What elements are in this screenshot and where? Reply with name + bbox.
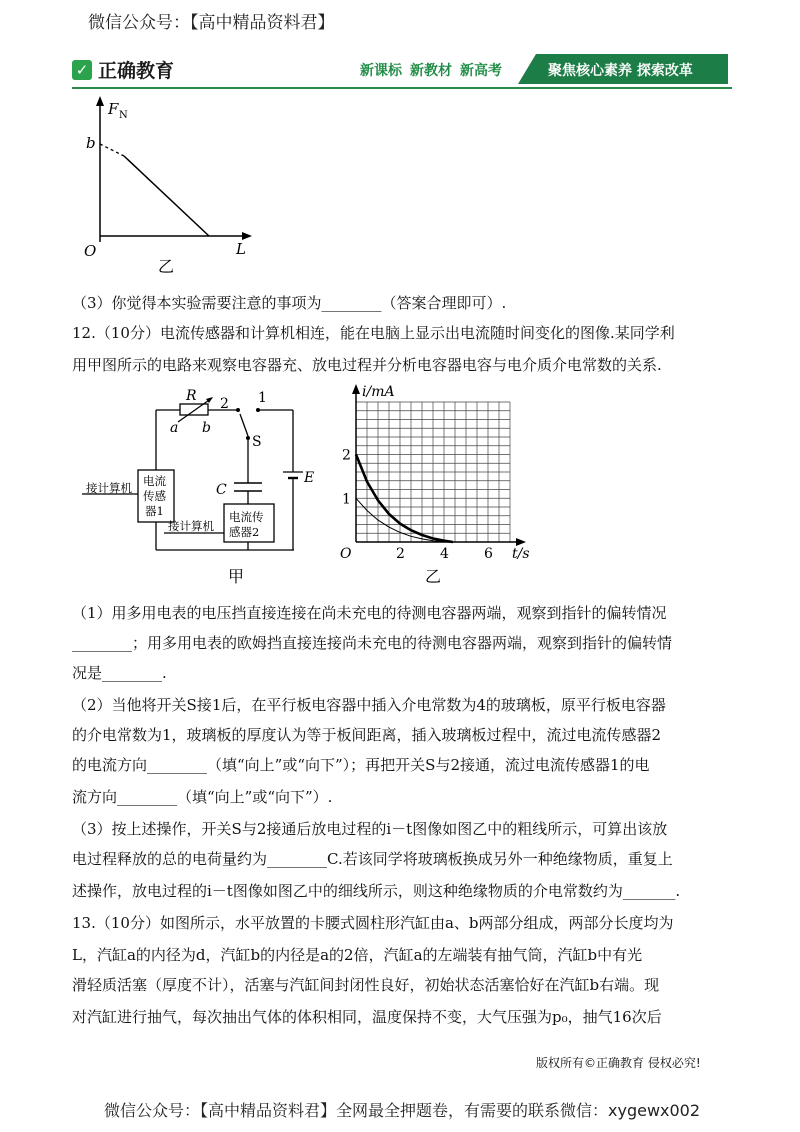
copyright-notice: 版权所有©正确教育 侵权必究! — [536, 1056, 701, 1070]
q13-line2: L，汽缸a的内径为d，汽缸b的内径是a的2倍，汽缸a的左端装有抽气筒，汽缸b中有光 — [72, 946, 643, 964]
header-divider — [72, 87, 732, 89]
q12-p2-line1: （2）当他将开关S接1后，在平行板电容器中插入介电常数为4的玻璃板，原平行板电容器 — [72, 696, 666, 714]
label-a: a — [170, 420, 179, 436]
tag-item: 新教材 — [410, 63, 452, 79]
label-R: R — [186, 388, 197, 404]
label-C: C — [216, 482, 227, 498]
x-tick-label: 6 — [484, 546, 493, 562]
q12-p1-line2: ________；用多用电表的欧姆挡直接连接尚未充电的待测电容器两端，观察到指针的偏转情 — [72, 634, 673, 652]
q12-p3-line1: （3）按上述操作，开关S与2接通后放电过程的i－t图像如图乙中的粗线所示，可算出该放 — [72, 820, 668, 838]
tag-item: 新课标 — [360, 63, 402, 79]
b-label: b — [86, 134, 96, 152]
sensor2-text-1: 电流传 — [229, 510, 264, 524]
y-label-sub: N — [119, 110, 128, 121]
q12-p2-line2: 的介电常数为1，玻璃板的厚度认为等于板间距离，插入玻璃板过程中，流过电流传感器2 — [72, 726, 662, 744]
fn-l-graph — [72, 92, 272, 282]
dashed-segment — [100, 144, 124, 156]
y-label: F — [108, 100, 119, 118]
x-label: L — [236, 240, 246, 258]
y-arrow-icon — [352, 384, 360, 394]
fn-line — [124, 156, 209, 236]
bottom-watermark: 微信公众号：【高中精品资料君】全网最全押题卷，有需要的联系微信：xygewx002 — [104, 1101, 701, 1120]
chart-caption: 乙 — [425, 567, 442, 586]
origin-label: O — [340, 546, 352, 562]
it-chart — [330, 380, 560, 590]
switch-blade — [240, 414, 248, 436]
label-b: b — [202, 420, 211, 436]
q13-line3: 滑轻质活塞（厚度不计），活塞与汽缸间封闭性良好，初始状态活塞恰好在汽缸b右端。现 — [72, 976, 660, 994]
x-tick-label: 4 — [440, 546, 449, 562]
q13-line1: 13.（10分）如图所示，水平放置的卡腰式圆柱形汽缸由a、b两部分组成，两部分长度均为 — [72, 914, 674, 932]
sensor1-text-2: 传感 — [143, 489, 166, 503]
q11-part3: （3）你觉得本实验需要注意的事项为________（答案合理即可）. — [72, 294, 507, 312]
brand-name: 正确教育 — [98, 60, 175, 82]
series-line-thin — [356, 498, 455, 542]
circuit-diagram — [80, 388, 330, 588]
y-arrow-icon — [96, 96, 104, 106]
label-E: E — [304, 470, 315, 486]
q12-p1-line1: （1）用多用电表的电压挡直接连接在尚未充电的待测电容器两端，观察到指针的偏转情况 — [72, 604, 667, 622]
label-2: 2 — [220, 396, 229, 412]
x-axis-label: t/s — [512, 546, 530, 562]
q12-p1-line3: 况是________. — [72, 664, 167, 682]
q12-p3-line2: 电过程释放的总的电荷量约为________C.若该同学将玻璃板换成另外一种绝缘物质，重复上 — [72, 850, 673, 868]
origin-label: O — [84, 242, 97, 260]
q12-p3-line3: 述操作，放电过程的i－t图像如图乙中的细线所示，则这种绝缘物质的介电常数约为_______. — [72, 882, 681, 900]
sensor1-text-1: 电流 — [143, 474, 166, 488]
banner-notch — [518, 54, 536, 84]
x-tick-label: 2 — [396, 546, 405, 562]
q12-p2-line3: 的电流方向________（填“向上”或“向下”）；再把开关S与2接通，流过电流传感器1的电 — [72, 756, 650, 774]
sensor2-text-2: 感器2 — [229, 525, 260, 539]
header-tags — [360, 60, 502, 80]
q12-intro-line2: 用甲图所示的电路来观察电容器充、放电过程并分析电容器电容与电介质介电常数的关系. — [72, 356, 662, 374]
q12-p2-line4: 流方向________（填“向上”或“向下”）. — [72, 788, 333, 806]
y-tick-label: 2 — [342, 447, 351, 464]
pc-label-1: 接计算机 — [86, 481, 132, 495]
sensor1-text-3: 器1 — [145, 504, 164, 518]
q13-line4: 对汽缸进行抽气，每次抽出气体的体积相同，温度保持不变，大气压强为p₀，抽气16次后 — [72, 1008, 662, 1026]
y-tick-label: 1 — [342, 491, 351, 508]
x-arrow-icon — [242, 232, 252, 240]
rheostat — [180, 404, 208, 415]
label-S: S — [252, 434, 262, 450]
label-1: 1 — [258, 390, 267, 406]
x-arrow-icon — [516, 538, 526, 546]
banner-text: 聚焦核心素养 探索改革 — [548, 63, 693, 79]
top-watermark: 微信公众号：【高中精品资料君】 — [88, 13, 335, 33]
q12-intro-line1: 12.（10分）电流传感器和计算机相连，能在电脑上显示出电流随时间变化的图像.某同学利 — [72, 324, 675, 342]
pc-label-2: 接计算机 — [168, 519, 214, 533]
circuit-caption: 甲 — [228, 567, 245, 586]
brand-logo — [72, 56, 174, 83]
tag-item: 新高考 — [460, 63, 502, 79]
y-axis-label: i/mA — [362, 384, 395, 400]
checkmark-icon: ✓ — [72, 60, 92, 80]
graph-caption: 乙 — [158, 257, 175, 276]
